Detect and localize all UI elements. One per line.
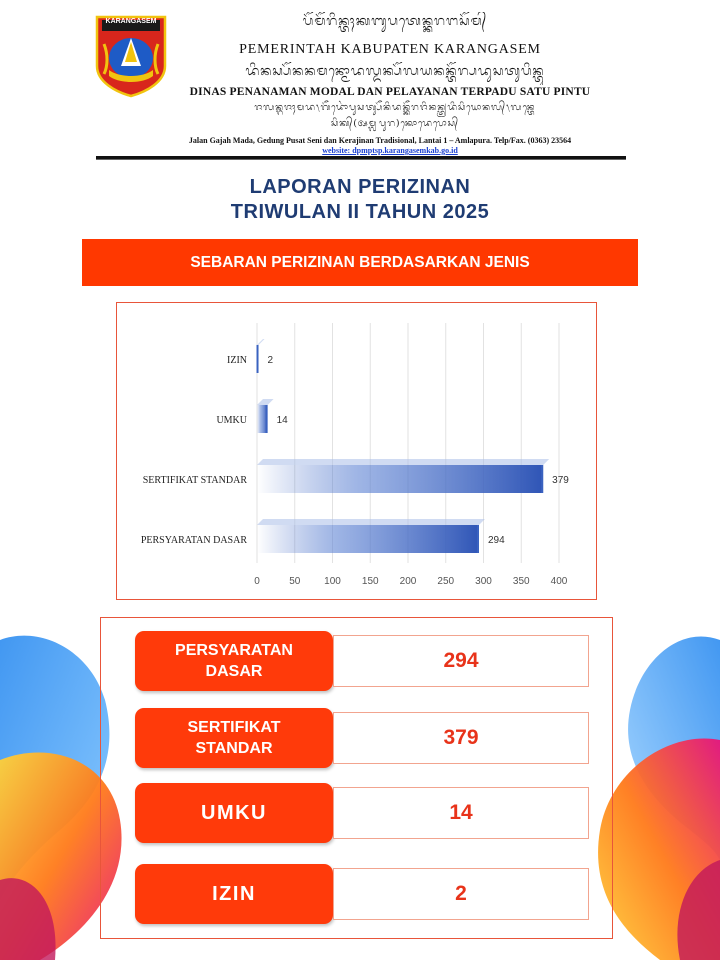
summary-value: 14 <box>333 787 589 839</box>
bar-edge <box>266 405 268 433</box>
summary-label <box>135 864 333 924</box>
bar-edge <box>257 345 259 373</box>
bar-edge <box>541 465 543 493</box>
section-heading: SEBARAN PERIZINAN BERDASARKAN JENIS <box>190 253 530 271</box>
x-tick-label: 250 <box>437 576 455 587</box>
x-tick-label: 200 <box>399 576 417 587</box>
summary-row-sertifikat-standar <box>101 708 614 768</box>
bar-top-face <box>257 519 485 525</box>
bar-edge <box>477 525 479 553</box>
balinese-script-line-3: ᬚᬮᬦ᭄ᬕᬚᬄᬫᬤ᭞ᬕᭂᬤᭀᬂᬧᬸᬲᬢ᭄ᬲᭂᬦᬶᬤᬦ᭄ᬓᭂᬭᬚᬶᬦᬦ᭄ᬢ᭄ᬭᬤᬶᬲᬶᬬᭀᬦᬮ᭄᭞ᬮᬦ᭄ᬢᬾ <box>254 103 536 113</box>
website-link[interactable]: website: dpmptsp.karangasemkab.go.id <box>322 146 458 155</box>
summary-label <box>135 631 333 691</box>
balinese-script-line-4: ᬲᬶᬓ᭄(ᬅᬫ᭄ᬮᬧᬸᬭ)ᬓᭀᬤᬾᬧᭀᬲ᭄ <box>330 119 460 129</box>
logo-label: KARANGASEM <box>105 18 157 25</box>
summary-row-umku <box>101 783 614 843</box>
x-tick-label: 100 <box>324 576 341 587</box>
report-title-line-1: LAPORAN PERIZINAN <box>249 176 471 198</box>
summary-label-line-1: SERTIFIKAT <box>187 719 281 736</box>
data-label: 379 <box>552 475 569 486</box>
bar-top-face <box>257 459 549 465</box>
summary-label-line-1: UMKU <box>201 801 267 824</box>
summary-label <box>135 783 333 843</box>
report-title <box>0 175 720 225</box>
bar-top-face <box>257 399 274 405</box>
office-address: Jalan Gajah Mada, Gedung Pusat Seni dan Kerajinan Tradisional, Lantai 1 – Amlapura. Telp/Fax. (0363) 23564 <box>188 136 572 145</box>
summary-value: 2 <box>333 868 589 920</box>
summary-label-line-2: STANDAR <box>195 740 273 757</box>
data-label: 294 <box>487 535 505 546</box>
section-heading-banner <box>82 239 638 286</box>
category-label: SERTIFIKAT STANDAR <box>142 475 247 486</box>
summary-label-line-2: DASAR <box>205 663 263 680</box>
category-label: PERSYARATAN DASAR <box>140 535 247 546</box>
x-tick-label: 400 <box>550 576 568 587</box>
summary-panel <box>100 617 613 939</box>
bar <box>257 465 543 493</box>
letterhead-divider <box>96 156 626 160</box>
summary-row-persyaratan-dasar <box>101 631 614 691</box>
letterhead <box>90 10 630 162</box>
permit-distribution-chart <box>116 302 597 600</box>
agency-name: DINAS PENANAMAN MODAL DAN PELAYANAN TERPADU SATU PINTU <box>189 86 591 98</box>
summary-value: 379 <box>333 712 589 764</box>
balinese-script-line-1: ᬧᭂᬫᭂᬭᬶᬦ᭄ᬢᬄᬓᬩᬸᬧᬢᬾᬦ᭄ᬓᬭᬗᬲᭂᬫ᭄ <box>302 14 488 29</box>
x-tick-label: 300 <box>475 576 492 587</box>
x-tick-label: 50 <box>289 576 301 587</box>
balinese-script-line-2: ᬤᬶᬦᬲ᭄ᬧᭂᬦᬦᬫᬦ᭄ᬫᭀᬤᬮ᭄ᬤᬦ᭄ᬧᭂᬮᬬᬦᬦ᭄ᬢᭂᬭ᭄ᬧᬤᬸᬲᬢᬸᬧᬶᬦ᭄ᬢᬸ <box>245 64 545 79</box>
summary-value: 294 <box>333 635 589 687</box>
summary-row-izin <box>101 864 614 924</box>
data-label: 2 <box>267 355 274 366</box>
data-label: 14 <box>276 415 288 426</box>
x-tick-label: 0 <box>254 576 260 587</box>
summary-label <box>135 708 333 768</box>
summary-label-line-1: PERSYARATAN <box>175 642 293 659</box>
report-title-line-2: TRIWULAN II TAHUN 2025 <box>230 201 490 223</box>
x-tick-label: 350 <box>512 576 530 587</box>
summary-label-line-1: IZIN <box>212 882 256 905</box>
category-label: UMKU <box>216 415 247 426</box>
bar-chart-svg <box>117 303 598 601</box>
bar <box>257 525 479 553</box>
government-name: PEMERINTAH KABUPATEN KARANGASEM <box>239 42 541 57</box>
bar-top-face <box>257 339 265 345</box>
category-label: IZIN <box>227 355 247 366</box>
x-tick-label: 150 <box>361 576 379 587</box>
